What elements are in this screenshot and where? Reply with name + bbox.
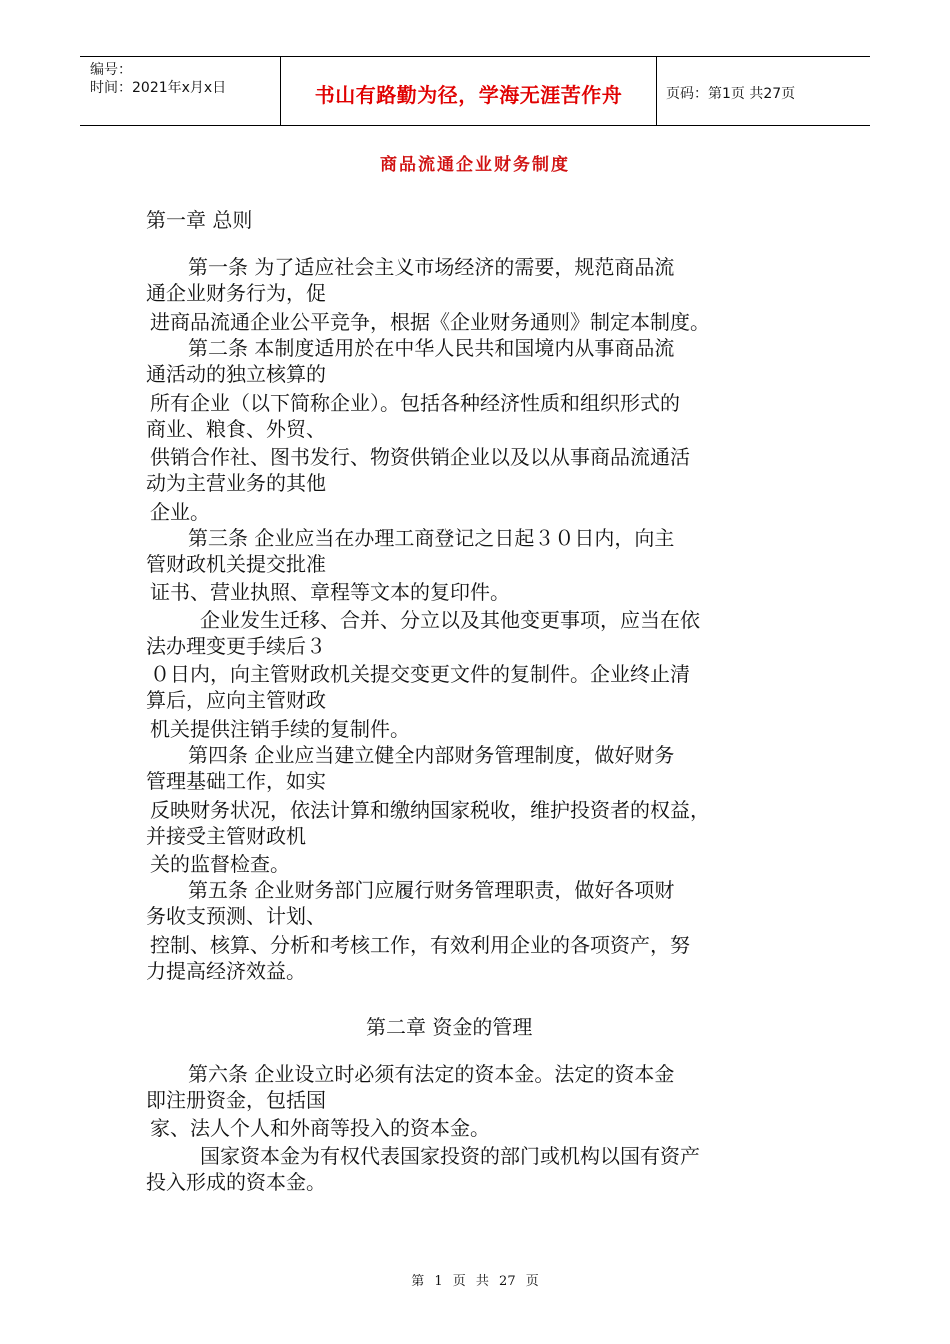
paragraph-line: 家、法人个人和外商等投入的资本金。 (150, 1116, 490, 1140)
document-number-label: 编号： (90, 62, 132, 78)
paragraph-line: 反映财务状况，依法计算和缴纳国家税收，维护投资者的权益， (150, 798, 710, 822)
document-title: 商品流通企业财务制度 (380, 155, 570, 175)
header-motto-cell (280, 57, 657, 125)
paragraph-line: 控制、核算、分析和考核工作，有效利用企业的各项资产，努 (150, 933, 690, 957)
paragraph-line: 管财政机关提交批准 (146, 552, 326, 576)
page-info: 页码：第1页 共27页 (666, 86, 796, 102)
paragraph-line: 第一条 为了适应社会主义市场经济的需要，规范商品流 (188, 255, 675, 279)
paragraph-line: 国家资本金为有权代表国家投资的部门或机构以国有资产 (200, 1144, 700, 1168)
paragraph-line: 即注册资金，包括国 (146, 1088, 326, 1112)
header-page-cell (656, 57, 870, 125)
paragraph-line: 力提高经济效益。 (146, 959, 306, 983)
document-header (80, 56, 870, 126)
paragraph-line: 证书、营业执照、章程等文本的复印件。 (150, 580, 510, 604)
paragraph-line: 企业发生迁移、合并、分立以及其他变更事项，应当在依 (200, 608, 700, 632)
paragraph-line: 企业。 (150, 500, 210, 524)
paragraph-line: 动为主营业务的其他 (146, 471, 326, 495)
chapter-2-title: 第二章 资金的管理 (366, 1015, 533, 1039)
paragraph-line: 所有企业（以下简称企业）。包括各种经济性质和组织形式的 (150, 391, 680, 415)
header-meta-cell (80, 57, 280, 125)
paragraph-line: ０日内，向主管财政机关提交变更文件的复制件。企业终止清 (150, 662, 690, 686)
paragraph-line: 并接受主管财政机 (146, 824, 306, 848)
paragraph-line: 投入形成的资本金。 (146, 1170, 326, 1194)
paragraph-line: 通活动的独立核算的 (146, 362, 326, 386)
motto-text: 书山有路勤为径，学海无涯苦作舟 (314, 83, 623, 107)
paragraph-line: 进商品流通企业公平竞争，根据《企业财务通则》制定本制度。 (150, 310, 710, 334)
page-footer: 第 1 页 共 27 页 (411, 1274, 539, 1289)
paragraph-line: 法办理变更手续后３ (146, 634, 326, 658)
paragraph-line: 第六条 企业设立时必须有法定的资本金。法定的资本金 (188, 1062, 675, 1086)
document-time-label: 时间：2021年x月x日 (90, 80, 227, 96)
paragraph-line: 商业、粮食、外贸、 (146, 417, 326, 441)
paragraph-line: 第三条 企业应当在办理工商登记之日起３０日内，向主 (188, 526, 675, 550)
paragraph-line: 关的监督检查。 (150, 852, 290, 876)
paragraph-line: 供销合作社、图书发行、物资供销企业以及以从事商品流通活 (150, 445, 690, 469)
paragraph-line: 第五条 企业财务部门应履行财务管理职责，做好各项财 (188, 878, 675, 902)
paragraph-line: 机关提供注销手续的复制件。 (150, 717, 410, 741)
paragraph-line: 务收支预测、计划、 (146, 904, 326, 928)
paragraph-line: 管理基础工作，如实 (146, 769, 326, 793)
paragraph-line: 通企业财务行为，促 (146, 281, 326, 305)
paragraph-line: 算后，应向主管财政 (146, 688, 326, 712)
chapter-1-title: 第一章 总则 (146, 208, 253, 232)
paragraph-line: 第二条 本制度适用於在中华人民共和国境内从事商品流 (188, 336, 675, 360)
paragraph-line: 第四条 企业应当建立健全内部财务管理制度，做好财务 (188, 743, 675, 767)
